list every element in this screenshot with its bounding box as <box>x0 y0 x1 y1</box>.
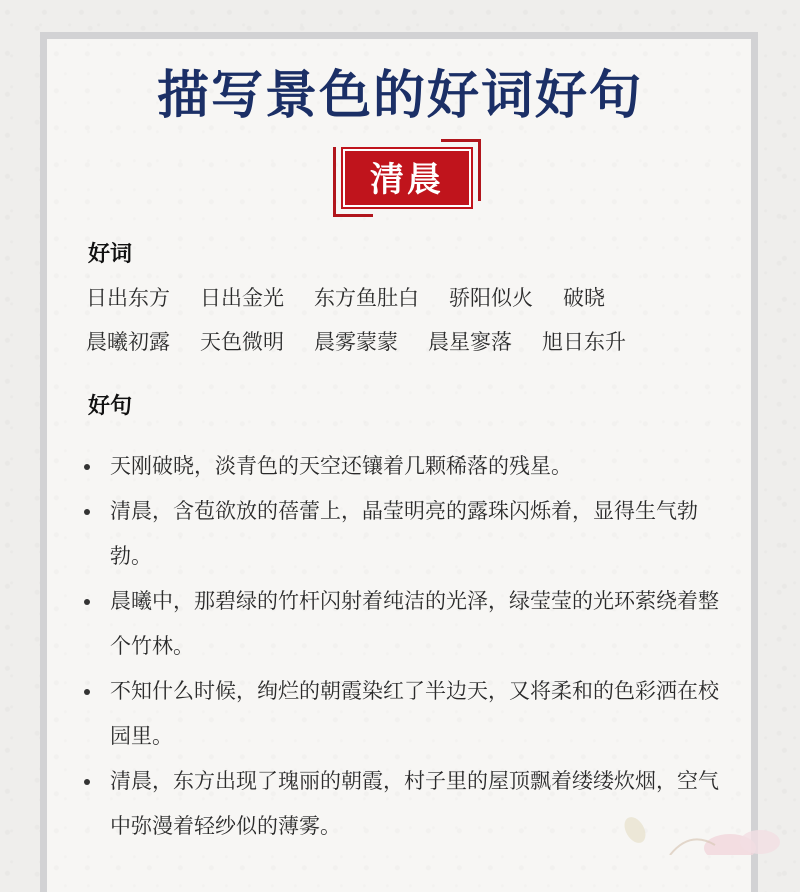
bullet-dot-icon <box>84 464 90 470</box>
decorative-flower-icon <box>610 800 800 855</box>
sentence-item <box>80 579 720 669</box>
sentence-text: 天刚破晓，淡青色的天空还镶着几颗稀落的残星。 <box>110 454 572 478</box>
sentence-list <box>80 444 720 849</box>
word-item: 日出金光 <box>200 286 284 310</box>
sentence-text: 清晨，含苞欲放的蓓蕾上，晶莹明亮的露珠闪烁着，显得生气勃勃。 <box>110 499 698 568</box>
badge-corner-line <box>333 147 336 217</box>
word-item: 晨曦初露 <box>86 330 170 354</box>
word-item: 骄阳似火 <box>449 286 533 310</box>
sentence-item <box>80 444 720 489</box>
bullet-dot-icon <box>84 779 90 785</box>
page-title: 描写景色的好词好句 <box>156 66 643 126</box>
section-badge-frame <box>333 139 481 219</box>
sentence-text: 晨曦中，那碧绿的竹杆闪射着纯洁的光泽，绿莹莹的光环萦绕着整个竹林。 <box>110 589 719 658</box>
sentence-item <box>80 489 720 579</box>
word-item: 晨星寥落 <box>428 330 512 354</box>
sentences-heading: 好句 <box>88 394 133 419</box>
sentence-text: 清晨，东方出现了瑰丽的朝霞，村子里的屋顶飘着缕缕炊烟，空气中弥漫着轻纱似的薄雾。 <box>110 769 719 838</box>
words-row-1 <box>86 282 635 312</box>
words-heading: 好词 <box>88 242 133 267</box>
badge-corner-line <box>441 139 481 142</box>
sentence-item <box>80 669 720 759</box>
word-item: 破晓 <box>563 286 605 310</box>
word-item: 日出东方 <box>86 286 170 310</box>
word-item: 晨雾蒙蒙 <box>314 330 398 354</box>
word-item: 旭日东升 <box>542 330 626 354</box>
bullet-dot-icon <box>84 599 90 605</box>
word-item: 东方鱼肚白 <box>314 286 419 310</box>
badge-corner-line <box>478 139 481 201</box>
sentence-text: 不知什么时候，绚烂的朝霞染红了半边天，又将柔和的色彩洒在校园里。 <box>110 679 719 748</box>
words-row-2 <box>86 326 656 356</box>
section-badge: 清晨 <box>343 149 471 207</box>
bullet-dot-icon <box>84 509 90 515</box>
bullet-dot-icon <box>84 689 90 695</box>
badge-corner-line <box>333 214 373 217</box>
word-item: 天色微明 <box>200 330 284 354</box>
